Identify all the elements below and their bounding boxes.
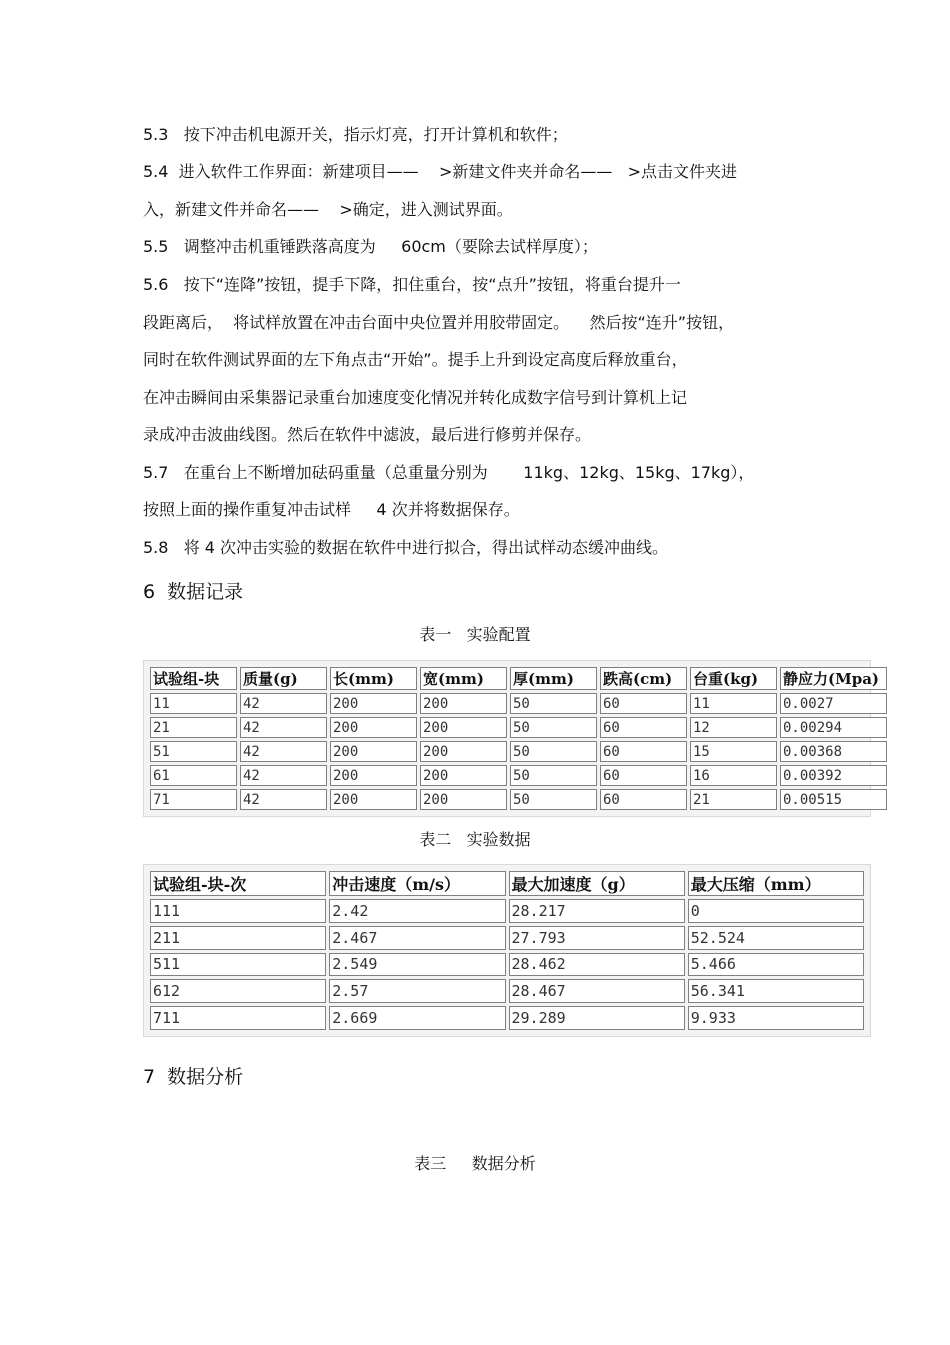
table-cell: 50 <box>510 765 597 786</box>
table-cell: 200 <box>330 741 417 762</box>
table2-caption: 表二 实验数据 <box>419 830 531 849</box>
table-row <box>150 953 864 977</box>
table-cell: 21 <box>150 717 237 738</box>
table-row <box>150 979 864 1003</box>
table-cell: 50 <box>510 717 597 738</box>
table1-header-cell: 质量(g) <box>240 667 327 690</box>
table-cell: 111 <box>150 899 326 923</box>
paragraph-5-7-line1: 5.7 在重台上不断增加砝码重量（总重量分别为 11kg、12kg、15kg、17kg）， <box>143 463 755 482</box>
table1-header-row <box>150 667 887 690</box>
table-cell: 60 <box>600 693 687 714</box>
table-row <box>150 899 864 923</box>
table-cell: 11 <box>690 693 777 714</box>
table-cell: 200 <box>330 765 417 786</box>
table-cell: 200 <box>420 789 507 810</box>
paragraph-5-6-line5: 录成冲击波曲线图。然后在软件中滤波，最后进行修剪并保存。 <box>143 425 592 444</box>
table-cell: 28.217 <box>509 899 685 923</box>
table-row <box>150 789 887 810</box>
table-cell: 27.793 <box>509 926 685 950</box>
table-cell: 5.466 <box>688 953 864 977</box>
paragraph-5-6-line1: 5.6 按下“连降”按钮，提手下降，扣住重台，按“点升”按钮，将重台提升一 <box>143 275 681 294</box>
table-cell: 200 <box>420 741 507 762</box>
table-cell: 612 <box>150 979 326 1003</box>
table-cell: 200 <box>420 717 507 738</box>
table-cell: 200 <box>420 765 507 786</box>
table-cell: 0.0027 <box>780 693 887 714</box>
table-cell: 12 <box>690 717 777 738</box>
table2 <box>143 864 871 1037</box>
table-cell: 15 <box>690 741 777 762</box>
table-cell: 28.462 <box>509 953 685 977</box>
table-cell: 51 <box>150 741 237 762</box>
paragraph-5-5: 5.5 调整冲击机重锤跌落高度为 60cm（要除去试样厚度）； <box>143 237 598 256</box>
table-cell: 42 <box>240 789 327 810</box>
table-cell: 42 <box>240 717 327 738</box>
table-cell: 200 <box>330 693 417 714</box>
paragraph-5-8: 5.8 将 4 次冲击实验的数据在软件中进行拟合，得出试样动态缓冲曲线。 <box>143 538 669 557</box>
table-cell: 9.933 <box>688 1006 864 1030</box>
table-cell: 200 <box>420 693 507 714</box>
table1-header-cell: 跌高(cm) <box>600 667 687 690</box>
table-cell: 50 <box>510 741 597 762</box>
paragraph-5-4-line1: 5.4 进入软件工作界面：新建项目—— >新建文件夹并命名—— >点击文件夹进 <box>143 162 738 181</box>
table1-header-cell: 厚(mm) <box>510 667 597 690</box>
table-cell: 2.57 <box>329 979 505 1003</box>
table-cell: 50 <box>510 693 597 714</box>
table-cell: 0.00368 <box>780 741 887 762</box>
table-cell: 511 <box>150 953 326 977</box>
table-cell: 0.00515 <box>780 789 887 810</box>
table-row <box>150 693 887 714</box>
table1-header-cell: 宽(mm) <box>420 667 507 690</box>
table-cell: 2.467 <box>329 926 505 950</box>
table3-caption: 表三 数据分析 <box>414 1154 536 1173</box>
table-cell: 21 <box>690 789 777 810</box>
table2-header-cell: 试验组-块-次 <box>150 871 326 896</box>
paragraph-5-6-line4: 在冲击瞬间由采集器记录重台加速度变化情况并转化成数字信号到计算机上记 <box>143 388 688 407</box>
paragraph-5-6-line2: 段距离后， 将试样放置在冲击台面中央位置并用胶带固定。 然后按“连升”按钮， <box>143 313 735 332</box>
table-row <box>150 765 887 786</box>
table-cell: 2.42 <box>329 899 505 923</box>
table-row <box>150 1006 864 1030</box>
table2-header-cell: 冲击速度（m/s） <box>329 871 505 896</box>
table1-header-cell: 静应力(Mpa) <box>780 667 887 690</box>
paragraph-5-4-line2: 入，新建文件并命名—— >确定，进入测试界面。 <box>143 200 513 219</box>
table-cell: 60 <box>600 717 687 738</box>
table-cell: 52.524 <box>688 926 864 950</box>
table-cell: 28.467 <box>509 979 685 1003</box>
table-cell: 711 <box>150 1006 326 1030</box>
table-cell: 60 <box>600 741 687 762</box>
table-cell: 56.341 <box>688 979 864 1003</box>
table-cell: 0.00294 <box>780 717 887 738</box>
section-heading-7: 7 数据分析 <box>143 1066 244 1088</box>
table1-caption: 表一 实验配置 <box>419 625 531 644</box>
table-cell: 2.549 <box>329 953 505 977</box>
table2-header-cell: 最大压缩（mm） <box>688 871 864 896</box>
table-cell: 42 <box>240 765 327 786</box>
paragraph-5-3: 5.3 按下冲击机电源开关，指示灯亮，打开计算机和软件； <box>143 125 568 144</box>
table-cell: 42 <box>240 741 327 762</box>
table1 <box>143 660 880 817</box>
table-cell: 50 <box>510 789 597 810</box>
table-cell: 42 <box>240 693 327 714</box>
table-cell: 60 <box>600 765 687 786</box>
table-row <box>150 717 887 738</box>
table2-header-row <box>150 871 864 896</box>
section-heading-6: 6 数据记录 <box>143 581 244 603</box>
table-cell: 60 <box>600 789 687 810</box>
table-row <box>150 741 887 762</box>
table-cell: 0 <box>688 899 864 923</box>
table1-header-cell: 试验组-块 <box>150 667 237 690</box>
table-cell: 11 <box>150 693 237 714</box>
table-cell: 71 <box>150 789 237 810</box>
table1-header-cell: 长(mm) <box>330 667 417 690</box>
table-cell: 200 <box>330 717 417 738</box>
table-cell: 200 <box>330 789 417 810</box>
paragraph-5-6-line3: 同时在软件测试界面的左下角点击“开始”。提手上升到设定高度后释放重台， <box>143 350 688 369</box>
table-cell: 61 <box>150 765 237 786</box>
table2-header-cell: 最大加速度（g） <box>509 871 685 896</box>
table-cell: 29.289 <box>509 1006 685 1030</box>
table-row <box>150 926 864 950</box>
table-cell: 16 <box>690 765 777 786</box>
table1-header-cell: 台重(kg) <box>690 667 777 690</box>
paragraph-5-7-line2: 按照上面的操作重复冲击试样 4 次并将数据保存。 <box>143 500 520 519</box>
table-cell: 2.669 <box>329 1006 505 1030</box>
table-cell: 0.00392 <box>780 765 887 786</box>
table-cell: 211 <box>150 926 326 950</box>
